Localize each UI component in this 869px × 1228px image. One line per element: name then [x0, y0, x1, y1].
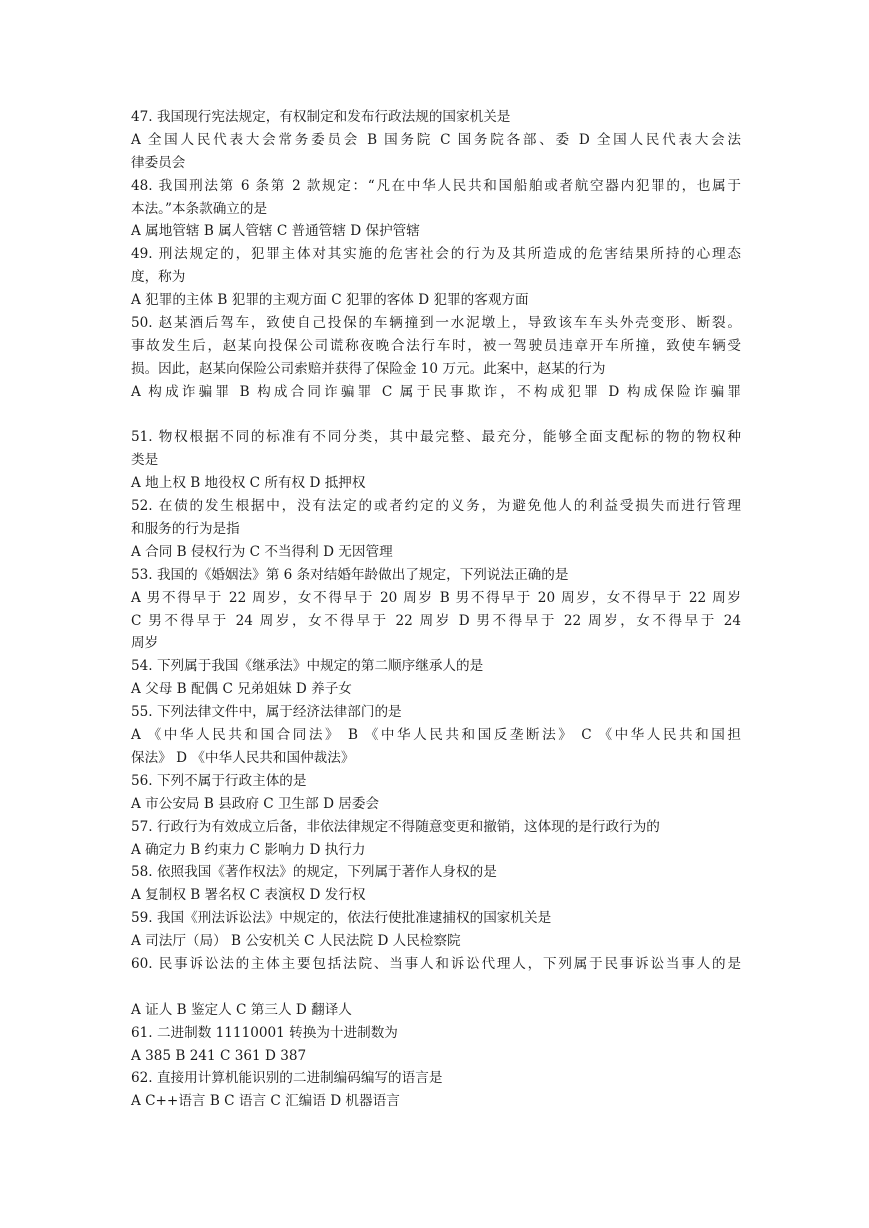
text-line: 62. 直接用计算机能识别的二进制编码编写的语言是: [131, 1070, 443, 1087]
text-line: A 地上权 B 地役权 C 所有权 D 抵押权: [131, 475, 366, 492]
text-line: 损。因此，赵某向保险公司索赔并获得了保险金 10 万元。此案中，赵某的行为: [131, 360, 606, 377]
text-line: 61. 二进制数 11110001 转换为十进制数为: [131, 1024, 398, 1041]
text-line: A 男不得早于 22 周岁，女不得早于 20 周岁 B 男不得早于 20 周岁，女不得早于 22 周岁: [131, 589, 741, 606]
text-line: 52. 在债的发生根据中，没有法定的或者约定的义务，为避免他人的利益受损失而进行管理: [131, 498, 741, 515]
text-line: A 385 B 241 C 361 D 387: [131, 1047, 307, 1064]
text-line: 47. 我国现行宪法规定，有权制定和发布行政法规的国家机关是: [131, 109, 511, 125]
blank-line: [131, 976, 741, 999]
text-line: 周岁: [131, 635, 159, 652]
blank-line: [131, 404, 741, 427]
text-line: 59. 我国《刑法诉讼法》中规定的，依法行使批准逮捕权的国家机关是: [131, 910, 552, 927]
text-line: 54. 下列属于我国《继承法》中规定的第二顺序继承人的是: [131, 658, 484, 675]
text-line: 本法。”本条款确立的是: [131, 200, 268, 217]
text-line: 48. 我国刑法第 6 条第 2 款规定：“凡在中华人民共和国船舶或者航空器内犯罪的，也属于: [131, 177, 741, 194]
text-line: 55. 下列法律文件中，属于经济法律部门的是: [131, 704, 402, 721]
text-line: 律委员会: [131, 154, 186, 171]
text-line: 类是: [131, 452, 159, 469]
text-line: A C++语言 B C 语言 C 汇编语 D 机器语言: [131, 1093, 400, 1110]
text-line: A 构成诈骗罪 B 构成合同诈骗罪 C 属于民事欺诈，不构成犯罪 D 构成保险诈骗罪: [131, 383, 741, 400]
text-line: 58. 依照我国《著作权法》的规定，下列属于著作人身权的是: [131, 864, 497, 881]
text-line: 保法》 D 《中华人民共和国仲裁法》: [131, 749, 355, 766]
text-line: 60. 民事诉讼法的主体主要包括法院、当事人和诉讼代理人，下列属于民事诉讼当事人的是: [131, 955, 741, 972]
text-line: 度，称为: [131, 269, 186, 286]
text-line: 56. 下列不属于行政主体的是: [131, 772, 307, 789]
text-line: A 属地管辖 B 属人管辖 C 普通管辖 D 保护管辖: [131, 223, 420, 240]
text-line: A 复制权 B 署名权 C 表演权 D 发行权: [131, 887, 366, 904]
text-line: C 男不得早于 24 周岁，女不得早于 22 周岁 D 男不得早于 22 周岁，女不得早于 24: [131, 612, 741, 629]
text-line: A 市公安局 B 县政府 C 卫生部 D 居委会: [131, 795, 380, 812]
text-line: A 合同 B 侵权行为 C 不当得利 D 无因管理: [131, 543, 393, 560]
text-line: A 司法厅（局） B 公安机关 C 人民法院 D 人民检察院: [131, 933, 461, 950]
document-page: [131, 106, 741, 1113]
text-line: A 犯罪的主体 B 犯罪的主观方面 C 犯罪的客体 D 犯罪的客观方面: [131, 292, 529, 309]
text-line: A 全国人民代表大会常务委员会 B 国务院 C 国务院各部、委 D 全国人民代表大会法: [131, 131, 741, 148]
text-line: 49. 刑法规定的，犯罪主体对其实施的危害社会的行为及其所造成的危害结果所持的心理态: [131, 246, 741, 263]
text-line: 57. 行政行为有效成立后备，非依法律规定不得随意变更和撤销，这体现的是行政行为的: [131, 818, 660, 835]
text-line: 50. 赵某酒后驾车，致使自己投保的车辆撞到一水泥墩上，导致该车车头外壳变形、断裂。: [131, 315, 741, 332]
text-line: 51. 物权根据不同的标准有不同分类，其中最完整、最充分，能够全面支配标的物的物权种: [131, 429, 741, 446]
text-line: 事故发生后，赵某向投保公司谎称夜晚合法行车时，被一驾驶员违章开车所撞，致使车辆受: [131, 337, 741, 354]
text-line: A 确定力 B 约束力 C 影响力 D 执行力: [131, 841, 366, 858]
text-line: 和服务的行为是指: [131, 521, 240, 538]
text-line: A 证人 B 鉴定人 C 第三人 D 翻译人: [131, 1001, 352, 1018]
text-line: 53. 我国的《婚姻法》第 6 条对结婚年龄做出了规定，下列说法正确的是: [131, 566, 569, 583]
text-line: A 父母 B 配偶 C 兄弟姐妹 D 养子女: [131, 681, 352, 698]
text-line: A 《中华人民共和国合同法》 B 《中华人民共和国反垄断法》 C 《中华人民共和国担: [131, 727, 741, 744]
